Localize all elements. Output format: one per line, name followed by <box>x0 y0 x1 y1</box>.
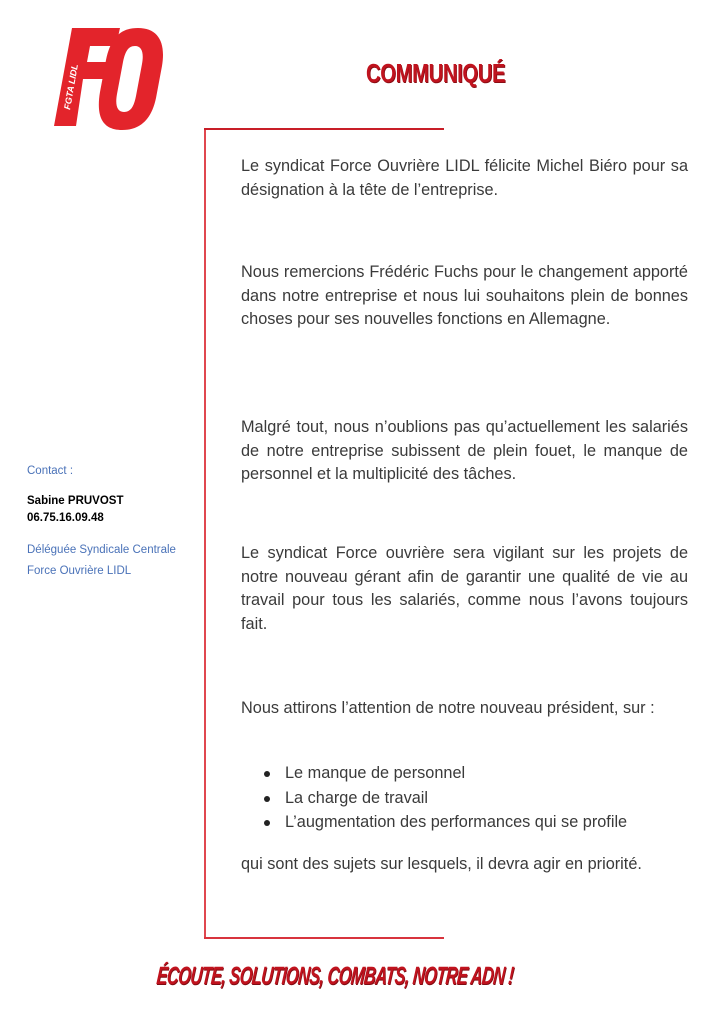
list-item-text: L’augmentation des performances qui se profile <box>285 813 628 831</box>
closing-paragraph: qui sont des sujets sur lesquels, il devra agir en priorité. <box>241 855 642 873</box>
list-item-text: Le manque de personnel <box>285 764 466 782</box>
list-item <box>241 786 627 811</box>
contact-sidebar <box>27 465 202 582</box>
paragraph-3: Malgré tout, nous n’oublions pas qu’actuellement les salariés de notre entreprise subissent de plein fouet, le manque de personnel et la multiplicité des tâches. <box>241 418 688 483</box>
bracket-vertical-line <box>204 128 206 939</box>
footer-slogan: ÉCOUTE, SOLUTIONS, COMBATS, NOTRE ADN ! <box>155 962 515 990</box>
logo-subtext: FGTA LIDL <box>62 63 80 111</box>
bullet-icon <box>264 796 270 802</box>
paragraph-2: Nous remercions Frédéric Fuchs pour le changement apporté dans notre entreprise et nous lui souhaitons plein de bonnes choses pour ses nouvelles fonctions en Allemagne. <box>241 263 688 328</box>
contact-label: Contact : <box>27 465 74 477</box>
page-title: COMMUNIQUÉ <box>366 58 506 88</box>
paragraph-5: Nous attirons l’attention de notre nouveau président, sur : <box>241 699 655 717</box>
bracket-top-line <box>204 128 444 130</box>
bracket-bottom-line <box>204 937 444 939</box>
contact-role <box>27 540 202 582</box>
bullet-icon <box>264 771 270 777</box>
list-item <box>241 810 627 835</box>
list-item-text: La charge de travail <box>285 788 429 807</box>
bullet-icon <box>264 820 270 826</box>
priority-list <box>241 761 627 835</box>
contact-phone: 06.75.16.09.48 <box>27 512 104 524</box>
list-item <box>241 761 627 786</box>
fo-logo-icon <box>50 22 170 132</box>
fo-logo <box>50 22 170 132</box>
paragraph-4: Le syndicat Force ouvrière sera vigilant sur les projets de notre nouveau gérant afin de garantir une qualité de vie au travail pour tous les salariés, comme nous l’avons toujours fait. <box>241 544 688 633</box>
paragraph-1: Le syndicat Force Ouvrière LIDL félicite Michel Biéro pour sa désignation à la tête de l’entreprise. <box>241 157 688 199</box>
contact-role-line-2: Force Ouvrière LIDL <box>27 565 132 577</box>
contact-role-line-1: Déléguée Syndicale Centrale <box>27 544 176 556</box>
contact-name: Sabine PRUVOST <box>27 495 124 507</box>
